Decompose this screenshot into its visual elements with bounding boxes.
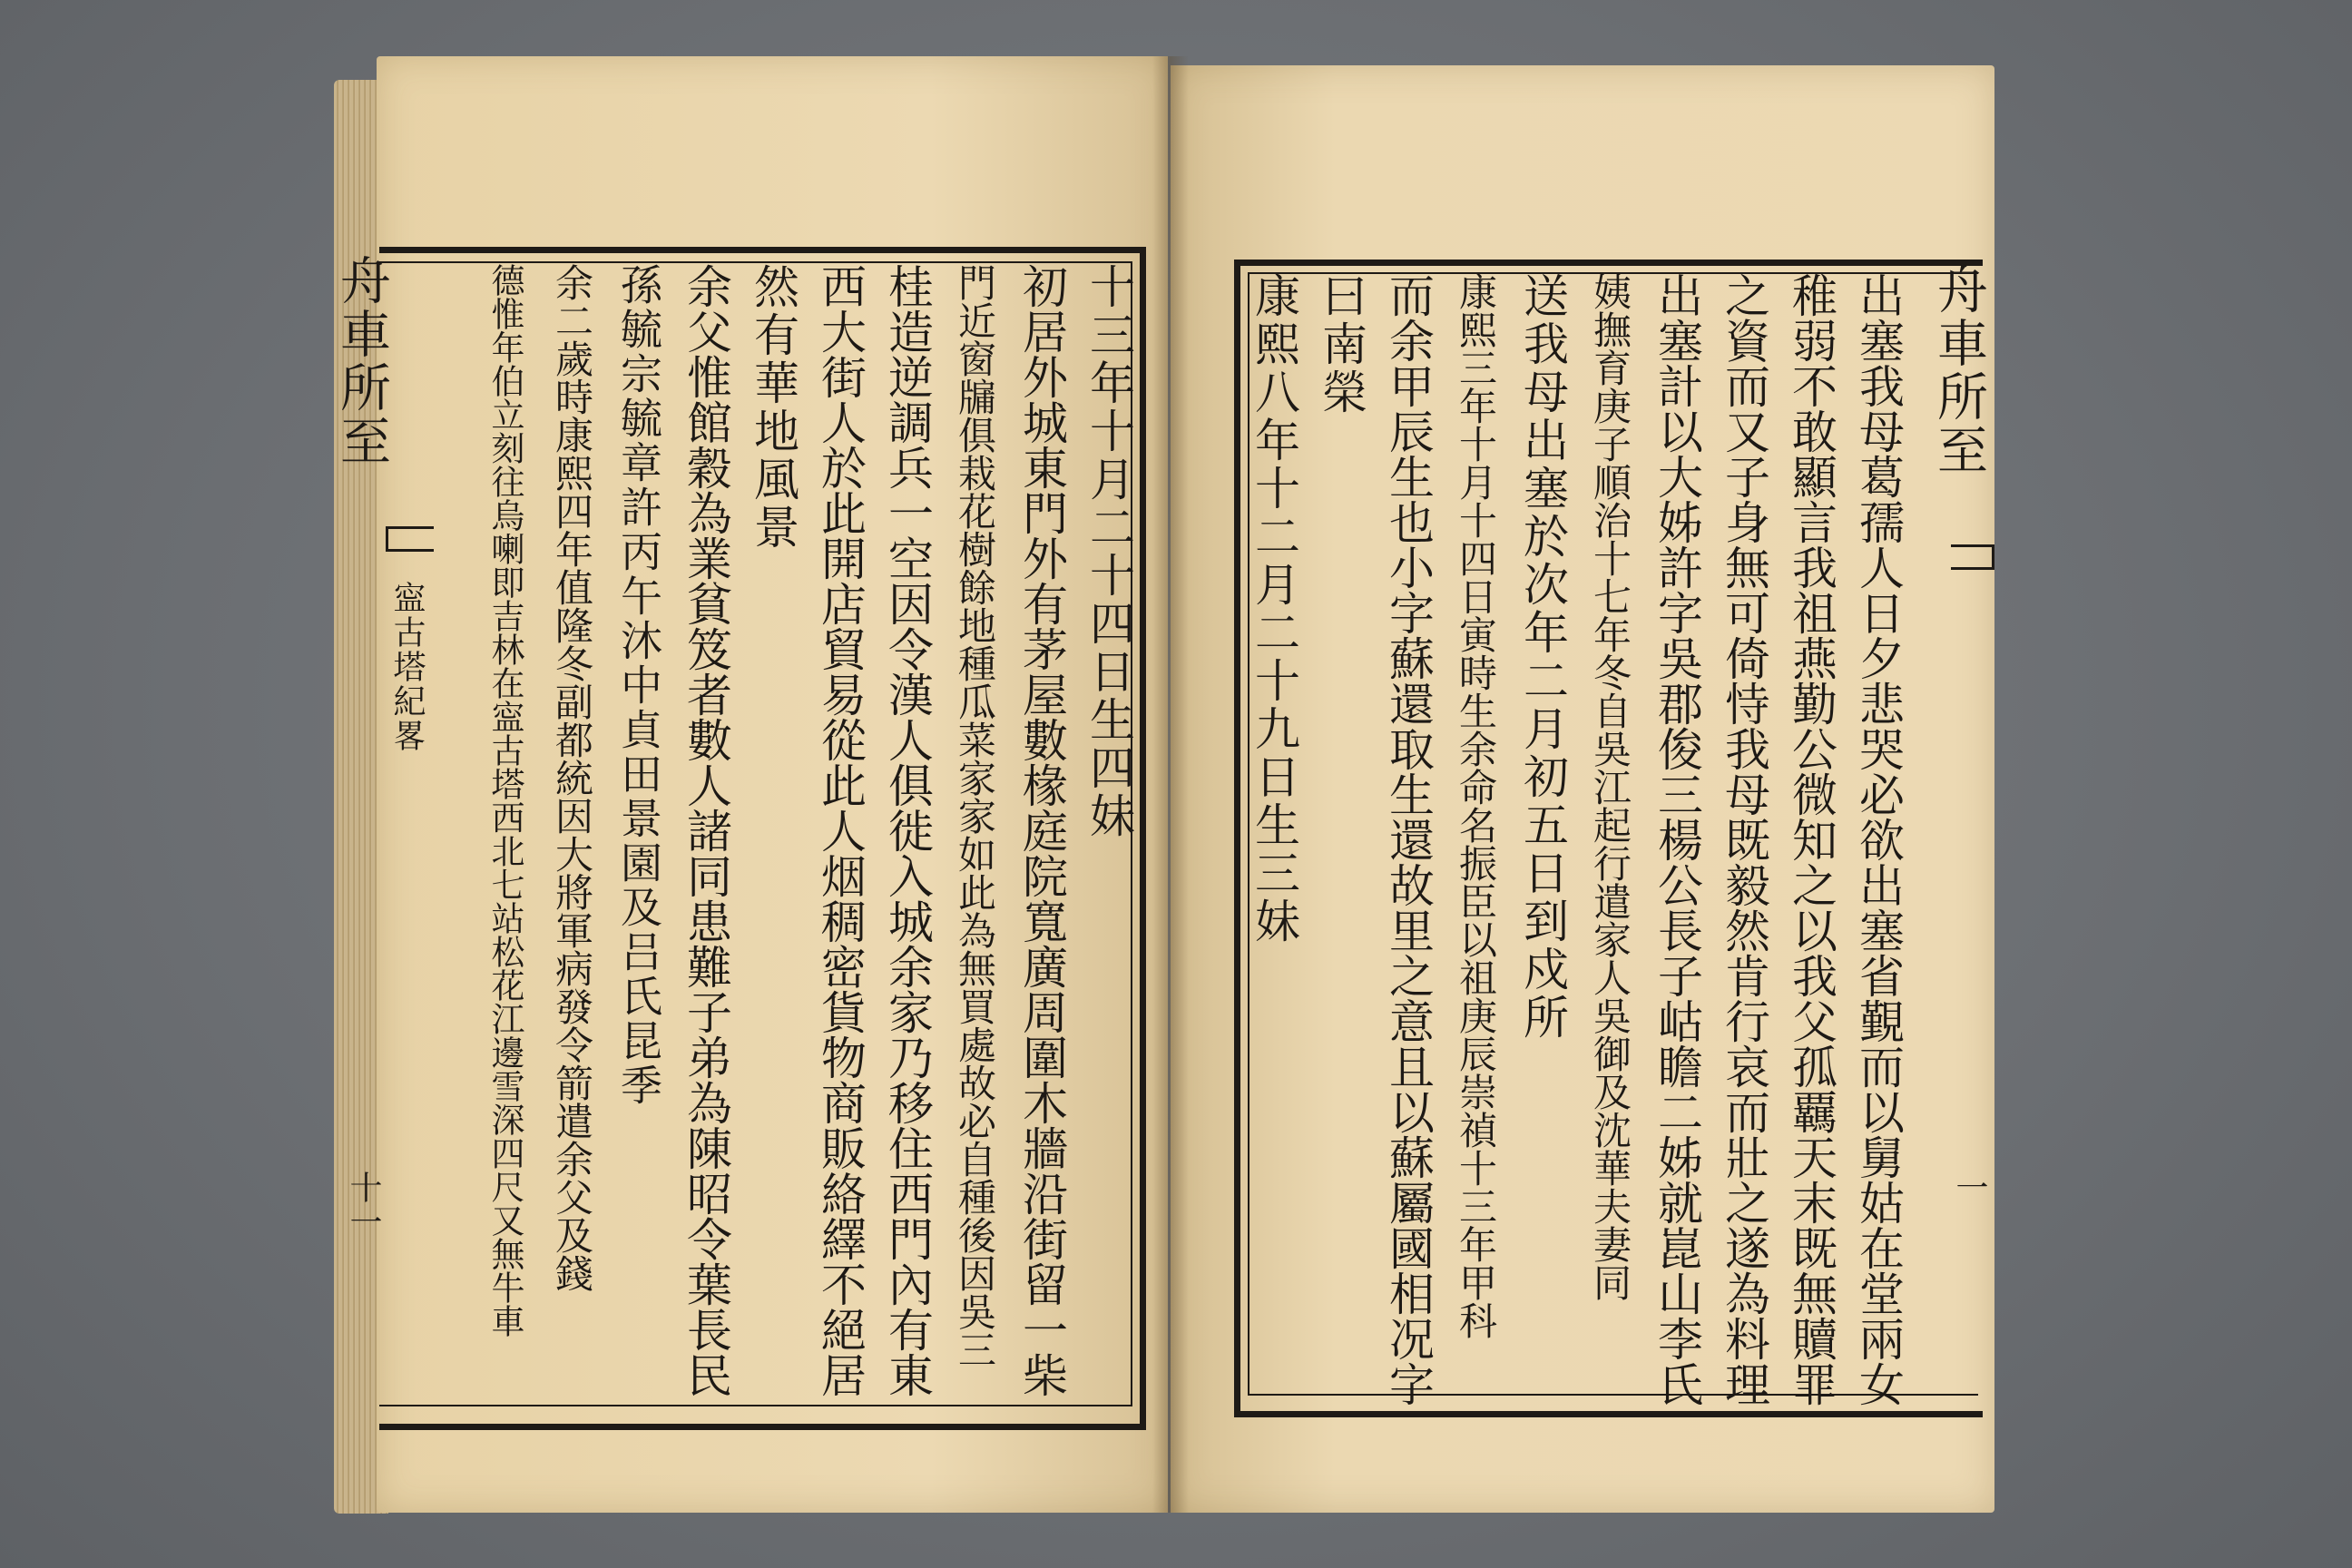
left-column-2: 初居外城東門外有茅屋數椽庭院寬廣周圍木牆沿街留一柴: [1015, 263, 1068, 1397]
right-column-4: 出塞計以大姊許字吳郡俊三楊公長子岵瞻二姊就崑山李氏: [1651, 272, 1703, 1406]
right-fishtail-mark: [1951, 544, 1994, 570]
right-column-10: 康熙八年十二月二十九日生三妹: [1248, 272, 1300, 946]
left-margin-title: 舟車所至: [332, 254, 391, 468]
left-column-3: 門近窗牖俱栽花樹餘地種瓜菜家家如此為無買處故必自種後因吳三: [953, 263, 997, 1368]
left-fishtail-mark: [386, 526, 434, 552]
left-column-4: 桂造逆調兵一空因令漢人俱徙入城余家乃移住西門內有東: [881, 263, 934, 1397]
right-column-6: 送我母出塞於次年二月初五日到戍所: [1516, 272, 1569, 1042]
right-column-1: 出塞我母葛孺人日夕悲哭必欲出塞省覲而以舅姑在堂兩女: [1852, 272, 1905, 1406]
left-column-7: 余父惟館穀為業貧笈者數人諸同患難子弟為陳昭令葉長民: [680, 263, 732, 1397]
right-column-2: 稚弱不敢顯言我祖燕勤公微知之以我父孤覊天末既無贖罪: [1785, 272, 1838, 1406]
left-column-5: 西大街人於此開店貿易從此人烟稠密貨物商販絡繹不絕居: [814, 263, 867, 1397]
right-column-7: 康熙三年十月十四日寅時生余命名振臣以祖庚辰崇禎十三年甲科: [1454, 272, 1498, 1339]
left-column-9: 余二歲時康熙四年值隆冬副都統因大將軍病發令箭遣余父及錢: [550, 263, 594, 1292]
left-column-1: 十三年十月二十四日生四妹: [1083, 263, 1135, 840]
right-margin-title: 舟車所至: [1929, 263, 1988, 477]
right-column-8: 而余甲辰生也小字蘇還取生還故里之意且以蘇屬國相况字: [1382, 272, 1435, 1406]
right-column-5: 姨撫育庚子順治十七年冬自吳江起行遣家人吳御及沈華夫妻同: [1588, 272, 1632, 1301]
right-column-9: 曰南榮: [1315, 272, 1367, 416]
book-gutter: [1152, 56, 1189, 1513]
right-column-3: 之資而又子身無可倚恃我母既毅然肯行哀而壯之遂為料理: [1718, 272, 1770, 1406]
left-column-8: 孫毓宗毓章許丙午沐中貞田景園及吕氏昆季: [614, 263, 663, 1108]
left-margin-subtitle: 寍古塔紀畧: [388, 581, 426, 753]
left-folio-number: 十一: [345, 1171, 382, 1240]
left-column-10: 德惟年伯立刻往烏喇即吉林在寍古塔西北七站松花江邊雪深四尺又無牛車: [485, 263, 524, 1338]
left-column-6: 然有華地風景: [747, 263, 799, 552]
right-folio-number: 一: [1951, 1171, 1988, 1205]
